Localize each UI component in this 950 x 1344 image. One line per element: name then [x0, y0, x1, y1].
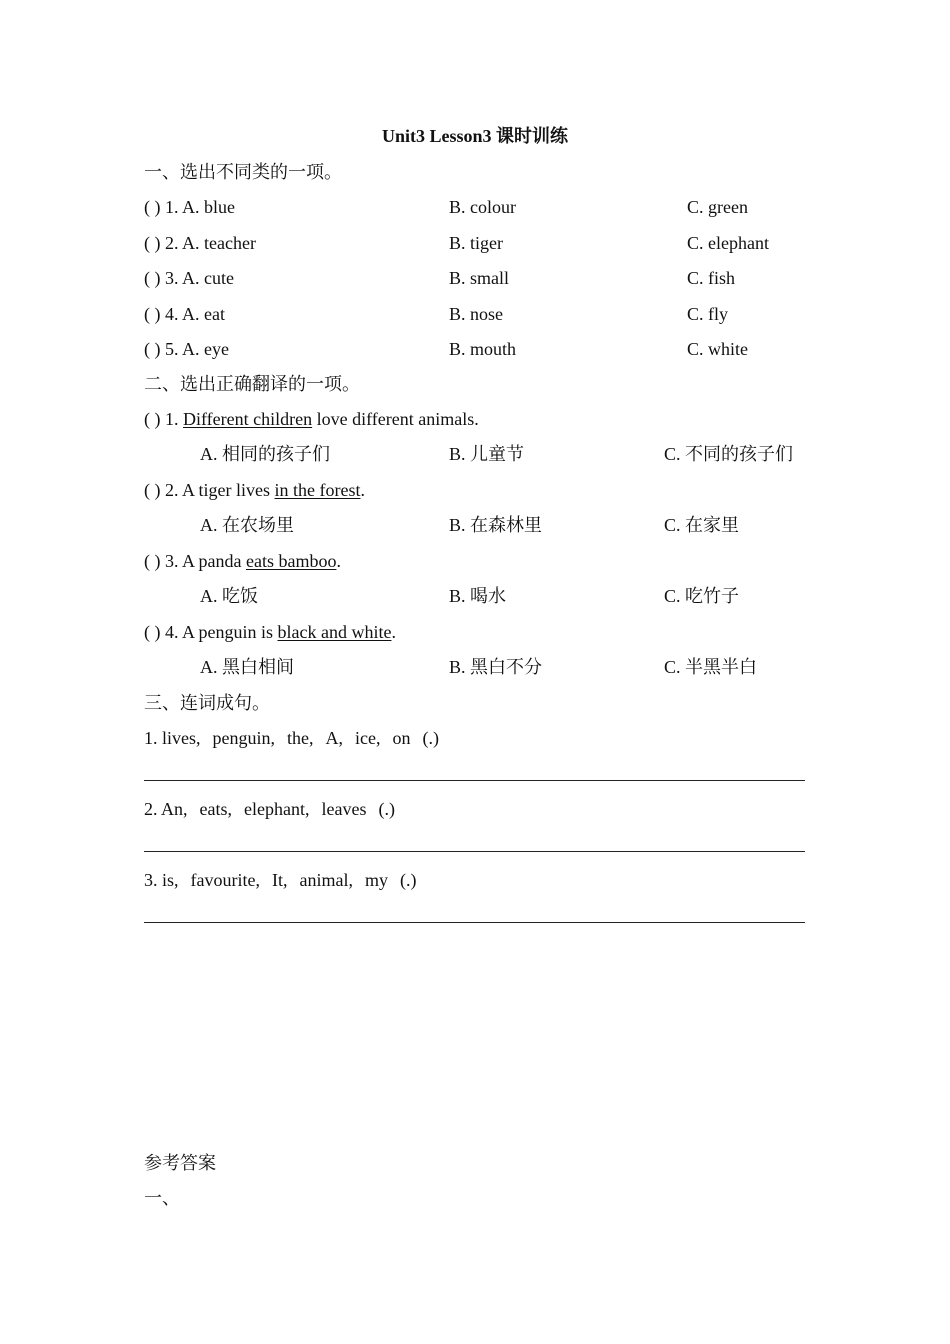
option-c: C. fish — [687, 268, 736, 288]
option-a: A. 黑白相间 — [200, 657, 294, 677]
word: A, — [325, 728, 343, 748]
underlined-phrase: Different children — [183, 409, 313, 429]
option-b: B. mouth — [449, 339, 517, 359]
word: It, — [271, 870, 288, 890]
question-prefix: ( ) 5. A. eye — [144, 339, 229, 359]
section1-heading: 一、选出不同类的一项。 — [144, 162, 342, 182]
option-a: A. 相同的孩子们 — [200, 444, 330, 464]
underlined-phrase: in the forest — [274, 480, 361, 500]
word-prompt — [144, 868, 416, 892]
answer-line[interactable] — [144, 780, 805, 781]
section2-heading: 二、选出正确翻译的一项。 — [144, 374, 360, 394]
option-b: B. 黑白不分 — [449, 657, 543, 677]
word: (.) — [378, 799, 395, 819]
option-c: C. 不同的孩子们 — [664, 444, 794, 464]
option-b: B. 在森林里 — [449, 515, 543, 535]
sentence-tail: . — [360, 480, 365, 500]
word: eats, — [199, 799, 232, 819]
question-sentence — [144, 620, 396, 644]
word-prompt — [144, 797, 395, 821]
word: (.) — [422, 728, 439, 748]
question-sentence — [144, 407, 479, 431]
word: An, — [161, 799, 188, 819]
word: lives, — [162, 728, 201, 748]
option-c: C. fly — [687, 304, 729, 324]
answers-heading: 参考答案 — [144, 1153, 216, 1173]
question-sentence — [144, 478, 365, 502]
option-b: B. 儿童节 — [449, 444, 525, 464]
option-b: B. tiger — [449, 233, 503, 253]
underlined-phrase: eats bamboo — [245, 551, 337, 571]
word: on — [392, 728, 411, 748]
word: penguin, — [212, 728, 275, 748]
sentence-tail: . — [336, 551, 341, 571]
word: elephant, — [244, 799, 310, 819]
question-prefix: ( ) 3. A. cute — [144, 268, 234, 288]
option-c: C. 吃竹子 — [664, 586, 740, 606]
question-sentence — [144, 549, 341, 573]
answer-line[interactable] — [144, 851, 805, 852]
word: my — [364, 870, 388, 890]
answer-line[interactable] — [144, 922, 805, 923]
word: ice, — [355, 728, 381, 748]
word: (.) — [399, 870, 417, 890]
option-b: B. colour — [449, 197, 516, 217]
answers-section1-label: 一、 — [144, 1188, 180, 1208]
sentence-lead: ( ) 1. — [144, 409, 183, 429]
word: leaves — [321, 799, 367, 819]
option-c: C. green — [687, 197, 748, 217]
option-a: A. 吃饭 — [200, 586, 258, 606]
page-title: Unit3 Lesson3 课时训练 — [381, 126, 569, 146]
section3-heading: 三、连词成句。 — [144, 693, 270, 713]
question-number: 2. — [144, 799, 158, 819]
option-b: B. 喝水 — [449, 586, 507, 606]
question-prefix: ( ) 1. A. blue — [144, 197, 235, 217]
question-prefix: ( ) 2. A. teacher — [144, 233, 256, 253]
word: animal, — [299, 870, 353, 890]
option-c: C. white — [687, 339, 748, 359]
sentence-lead: ( ) 2. A tiger lives — [144, 480, 275, 500]
option-b: B. small — [449, 268, 510, 288]
underlined-phrase: black and white — [277, 622, 392, 642]
sentence-tail: . — [391, 622, 396, 642]
sentence-lead: ( ) 4. A penguin is — [144, 622, 278, 642]
question-prefix: ( ) 4. A. eat — [144, 304, 225, 324]
word: is, — [162, 870, 179, 890]
option-a: A. 在农场里 — [200, 515, 294, 535]
sentence-tail: love different animals. — [312, 409, 479, 429]
option-c: C. elephant — [687, 233, 769, 253]
question-number: 3. — [144, 870, 158, 890]
word: the, — [287, 728, 314, 748]
sentence-lead: ( ) 3. A panda — [144, 551, 246, 571]
option-c: C. 在家里 — [664, 515, 740, 535]
option-c: C. 半黑半白 — [664, 657, 758, 677]
word: favourite, — [190, 870, 260, 890]
option-b: B. nose — [449, 304, 503, 324]
question-number: 1. — [144, 728, 158, 748]
word-prompt — [144, 726, 439, 750]
